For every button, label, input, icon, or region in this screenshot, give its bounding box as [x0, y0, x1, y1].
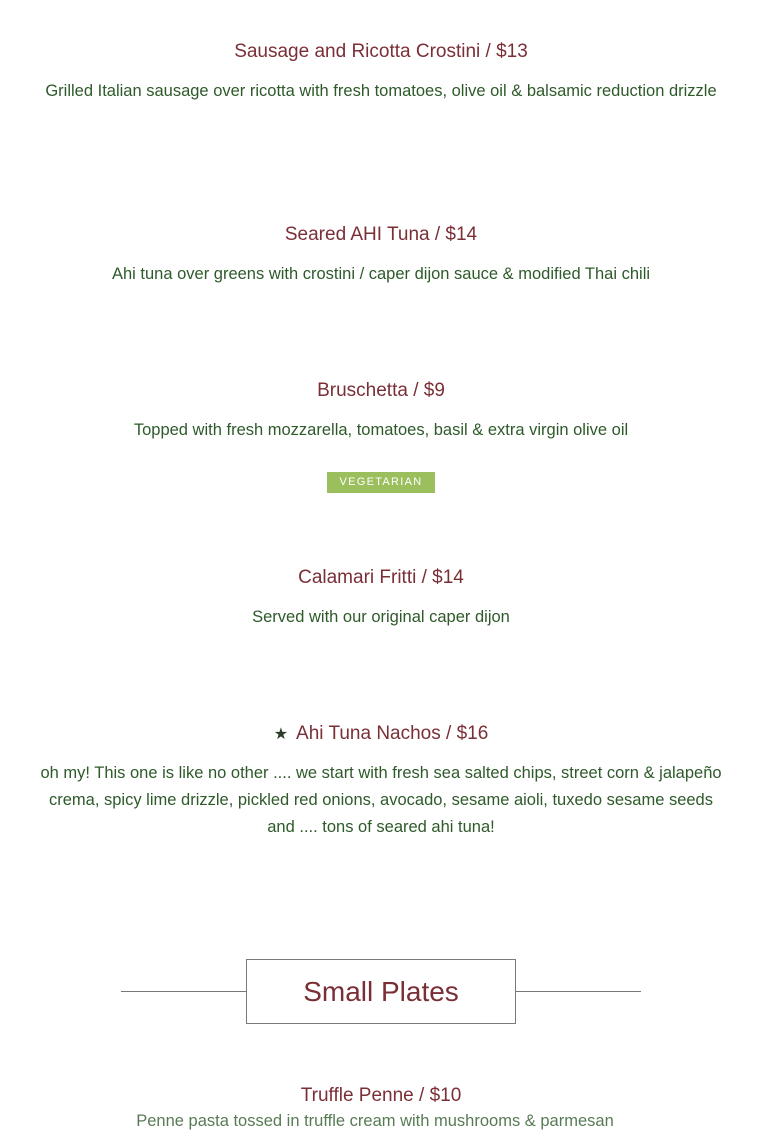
menu-item-title: Truffle Penne / $10: [300, 1085, 462, 1106]
menu-item-description: Topped with fresh mozzarella, tomatoes, basil & extra virgin olive oil: [133, 421, 629, 439]
star-icon: ★: [273, 726, 289, 743]
menu-item-description: Grilled Italian sausage over ricotta with fresh tomatoes, olive oil & balsamic reduction drizzle: [45, 82, 717, 100]
section-title: Small Plates: [246, 959, 516, 1024]
menu-item-description-partial: Penne pasta tossed in truffle cream with mushrooms & parmesan: [136, 1112, 614, 1130]
menu-item-description: Ahi tuna over greens with crostini / caper dijon sauce & modified Thai chili: [111, 265, 651, 283]
menu-item-title-featured: [0, 722, 762, 747]
menu-item-title-text: Ahi Tuna Nachos / $16: [296, 723, 489, 744]
section-divider-left: [121, 991, 246, 992]
menu-item-title: Sausage and Ricotta Crostini / $13: [234, 41, 528, 62]
menu-item-description: Served with our original caper dijon: [252, 608, 510, 626]
menu-item-description: oh my! This one is like no other .... we start with fresh sea salted chips, street corn & jalapeño crema, spicy lime drizzle, pickled red onions, avocado, sesame aioli, tuxedo sesame seeds and .... tons of seared ahi tuna!: [40, 764, 722, 836]
menu-item-title: Bruschetta / $9: [317, 380, 445, 401]
menu-item-title: Seared AHI Tuna / $14: [284, 224, 478, 245]
section-divider-right: [516, 991, 641, 992]
vegetarian-badge: VEGETARIAN: [327, 472, 435, 493]
menu-item-title: Calamari Fritti / $14: [298, 567, 464, 588]
